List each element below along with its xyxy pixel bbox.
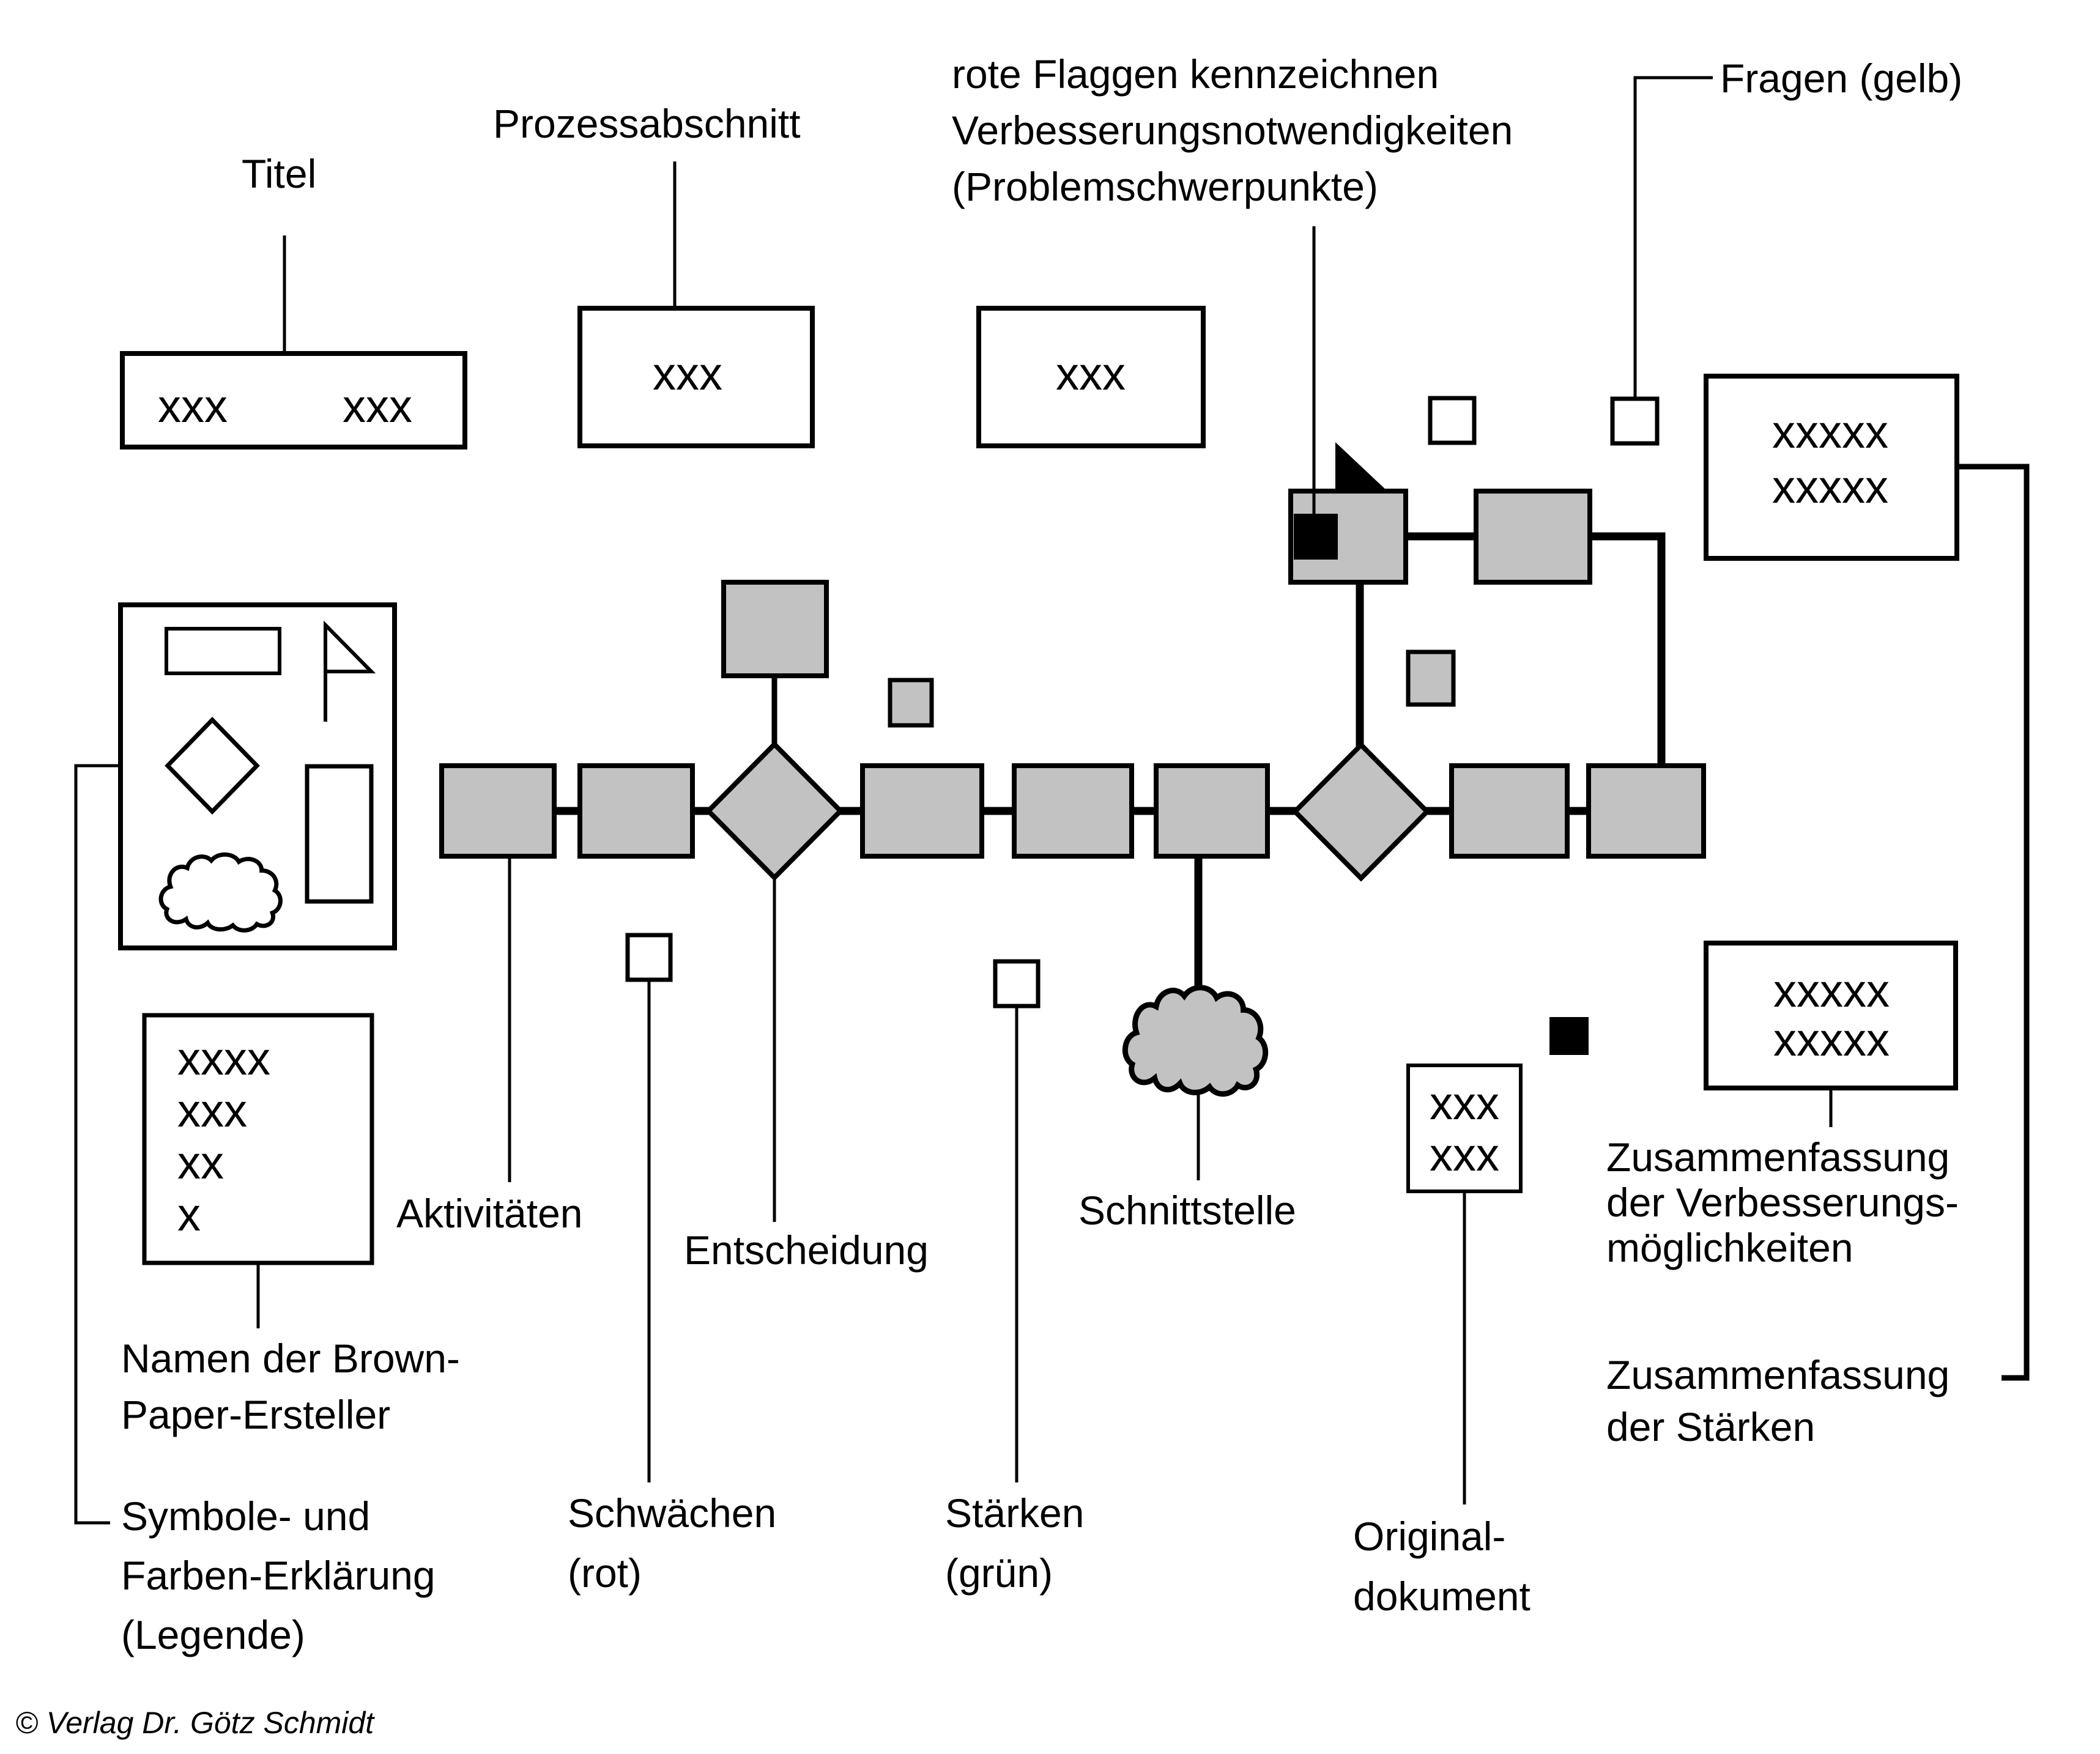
namen-box-text-1: xxxx (177, 1033, 270, 1085)
staerken-label-line2: (grün) (945, 1550, 1053, 1596)
process-box-6 (1452, 766, 1567, 856)
original-dokument-box-text-1: xxx (1430, 1078, 1499, 1130)
namen-label-line2: Paper-Ersteller (121, 1392, 391, 1437)
legende-connector-line (76, 766, 122, 1523)
fragen-connector-line (1635, 78, 1713, 416)
staerken-marker-square (995, 961, 1038, 1006)
entscheidung-label: Entscheidung (684, 1227, 929, 1273)
rote-flaggen-label-line1: rote Flaggen kennzeichnen (952, 51, 1439, 97)
aktivitaeten-label: Aktivitäten (396, 1191, 583, 1236)
process-box-7 (1589, 766, 1704, 856)
titel-box-text-1: xxx (158, 380, 228, 432)
namen-label-line1: Namen der Brown- (121, 1336, 460, 1381)
staerken-summary-box-text-1: xxxxx (1772, 406, 1888, 458)
legend-cloud-icon (161, 854, 280, 930)
detour-process-box-2 (1476, 491, 1590, 582)
zusammenfassung-verbesserungen-line1: Zusammenfassung (1606, 1134, 1950, 1180)
fragen-label: Fragen (gelb) (1720, 56, 1963, 101)
namen-box-text-2: xxx (177, 1085, 247, 1137)
original-label-line2: dokument (1353, 1574, 1530, 1619)
verbesserungen-summary-box-text-2: xxxxx (1773, 1014, 1890, 1066)
decision-diamond-2 (1295, 745, 1427, 878)
process-box-2 (580, 766, 692, 856)
process-box-5 (1156, 766, 1267, 856)
decision-diamond-1 (708, 744, 840, 878)
staerken-label-line1: Stärken (945, 1490, 1085, 1536)
titel-box-text-2: xxx (343, 380, 412, 432)
namen-box-text-4: x (177, 1189, 201, 1241)
problem-marker-square-1 (1294, 514, 1338, 560)
rote-flaggen-label-line3: (Problemschwerpunkte) (952, 164, 1378, 209)
fragen-marker-square (1612, 399, 1657, 443)
problem-marker-square-2 (1549, 1017, 1589, 1055)
interface-cloud-icon (1125, 988, 1265, 1094)
zweiter-abschnitt-box-text: xxx (1056, 348, 1126, 400)
red-flag-icon (1335, 442, 1387, 491)
symbole-label-line1: Symbole- und (121, 1493, 371, 1539)
zusammenfassung-verbesserungen-line2: der Verbesserungs- (1606, 1180, 1959, 1225)
process-box-1 (442, 766, 554, 856)
schnittstelle-label: Schnittstelle (1078, 1188, 1296, 1233)
zusammenfassung-staerken-line1: Zusammenfassung (1606, 1352, 1950, 1397)
original-label-line1: Original- (1353, 1514, 1506, 1559)
marker-square-gray-1 (890, 680, 932, 725)
staerken-summary-box-text-2: xxxxx (1772, 461, 1888, 513)
process-box-4 (1014, 766, 1132, 856)
staerken-summary-connector-line (1957, 467, 2027, 1378)
schwaechen-label-line2: (rot) (568, 1550, 642, 1596)
prozessabschnitt-box-text: xxx (653, 348, 722, 400)
marker-square-gray-2 (1408, 652, 1453, 705)
marker-square-white-1 (1430, 398, 1474, 443)
sub-process-box (724, 582, 826, 676)
rote-flaggen-label-line2: Verbesserungsnotwendigkeiten (952, 108, 1513, 153)
zusammenfassung-staerken-line2: der Stärken (1606, 1404, 1816, 1449)
process-box-3 (863, 766, 982, 856)
original-dokument-box-text-2: xxx (1430, 1129, 1499, 1181)
symbole-label-line2: Farben-Erklärung (121, 1553, 436, 1598)
copyright-notice: © Verlag Dr. Götz Schmidt (15, 1706, 374, 1740)
verbesserungen-summary-box-text-1: xxxxx (1773, 965, 1890, 1017)
schwaechen-label-line1: Schwächen (568, 1490, 777, 1536)
symbole-label-line3: (Legende) (121, 1612, 305, 1657)
legend-document-rect (307, 766, 371, 901)
prozessabschnitt-label: Prozessabschnitt (493, 101, 801, 146)
zusammenfassung-verbesserungen-line3: möglichkeiten (1606, 1225, 1853, 1270)
legend-activity-rect (166, 629, 280, 673)
namen-box-text-3: xx (177, 1137, 224, 1189)
schwaechen-marker-square (628, 935, 670, 980)
titel-label: Titel (242, 151, 317, 196)
